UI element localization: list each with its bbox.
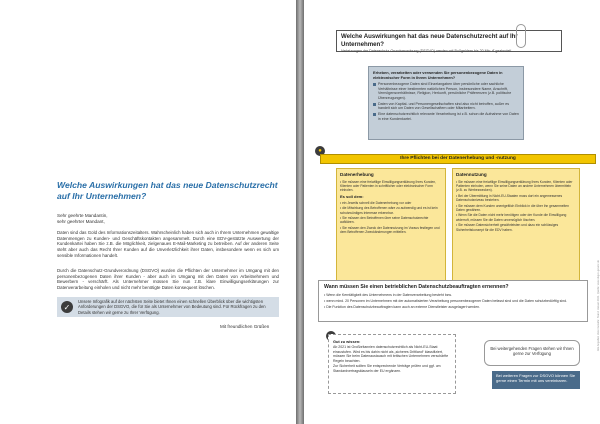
question-item: Eine datenschutzrechtlich relevante Verarbeitung ist z.B. schon die Aufnahme von Daten in eine Kundenkartei.: [373, 112, 519, 121]
infographic-subtitle: Verletzungen der Datenschutz-Grundverordnung (DSGVO) werden mit Bußgeldern bis 20 Mio. € geahndet!: [341, 49, 512, 53]
salutation-line-2: sehr geehrter Mandant,: [57, 219, 105, 224]
panel-subheading: Es soll dem:: [340, 194, 364, 200]
signature: Mit freundlichen Grüßen: [220, 324, 270, 329]
infographic-note: [57, 297, 279, 317]
panel-text: • ein Jeweils schnell die Datenerhebung vor oder: [340, 200, 412, 205]
paperclip-icon: [516, 24, 526, 48]
faq-bubble: Bei weitergehenden Fragen stehen wir Ihnen gerne zur Verfügung: [484, 340, 580, 366]
salutation-line-1: Sehr geehrte Mandantin,: [57, 213, 108, 218]
dpo-text: • Die Funktion des Datenschutzbeauftragten kann auch an externe Dienstleister ausgelagert werden.: [324, 304, 481, 309]
square-bullet-icon: [373, 113, 376, 116]
source-note: Alle Angaben ohne Gewähr. Stand: Januar 2021. Quelle: www.dsgvo-gesetz.de: [597, 260, 600, 352]
book-spine: [296, 0, 304, 424]
panel-title: Datenerhebung: [340, 172, 374, 177]
page-title: Welche Auswirkungen hat das neue Datenschutzrecht auf Ihr Unternehmen?: [57, 180, 278, 201]
panel-text: • Wenn Sie die Daten nicht mehr benötigen oder der Kunde die Einwilligung widerruft, müssen Sie die Daten unverzüglich löschen.: [456, 213, 567, 222]
panel-text: • Sie müssen dem Kunden unentgeltlich Einblick in die über ihn gesammelten Daten gewähren.: [456, 203, 569, 212]
panel-text: • Sie müssen den Betroffenen über seine Datenschutzrechte aufklären.: [340, 216, 429, 225]
question-item: Daten von Kapital- und Personengesellschaften sind also nicht betroffen, außer es handelt sich um Daten von Gesellschaftern oder Mitarbeitern.: [373, 102, 519, 111]
dpo-text: • wenn mind. 20 Personen im Unternehmen mit der automatisierten Verarbeitung personenbezogener Daten befasst sind und die Daten schutzbedürftig sind.: [324, 298, 568, 303]
left-page: [0, 0, 296, 424]
contact-box: Bei weiteren Fragen zur DSGVO können Sie gerne einen Termin mit uns vereinbaren.: [492, 371, 580, 389]
panel-text: • Sie müssen den Zweck der Datennutzung im Voraus festlegen und dem Betroffenen Zweckänderungen mitteilen.: [340, 226, 440, 235]
square-bullet-icon: [373, 103, 376, 106]
dsgvo-paragraph: Durch die Datenschutz-Grundverordnung (DSGVO) wurden die Pflichten der Unternehmer im Umgang mit den personenbezogenen Daten ihrer Kunden - aber auch im Umgang mit den Daten von Arbeitnehmern und Bewerbern - verschärft. Als Unternehmer müssen Sie nun z.B. klare Einwilligungserklärungen zur Datenverarbeitung einholen und nicht mehr benötigte Daten konsequent löschen.: [57, 268, 279, 291]
panel-text: • die Mitwirkung des Betroffenen wäre zu aufwendig und es ist kein schutzwürdiges Interesse erkennbar.: [340, 206, 438, 215]
intro-paragraph: Daten sind das Gold des Informationszeitalters. Wahrscheinlich haben sich auch in Ihrem Unternehmen gewaltige Datenmengen zu Kunden- und Geschäftskontakten angesammelt. Durch eine EDV-gestützte Auswertung der Kundenkartei haben Sie z.B. die Möglichkeit, zielgenaues E-Mail-Marketing zu betreiben. Auf der anderen Seite steht aber auch das Recht Ihrer Kunden auf die Unverletzlichkeit ihrer Daten, insbesondere wenn es sich um sensible Informationen handelt.: [57, 230, 279, 258]
duties-banner: Ihre Pflichten bei der Datenerhebung und -nutzung: [320, 154, 596, 164]
panel-title: Datennutzung: [456, 172, 487, 177]
salutation: [57, 213, 108, 225]
tip-text: Ab 2021 ist Großbritannien datenschutzrechtlich als Nicht-EU-Staat einzustufen. Wird es bis dahin nicht als „sicheres Drittland“ klassifiziert, müssen Sie beim Datenaustausch mit britischen Unternehmen verschärfte Regeln beachten.: [333, 345, 449, 363]
panel-text: • Bei der Übermittlung in Nicht-EU-Staaten muss dort ein angemessenes Datenschutzniveau bestehen.: [456, 193, 563, 202]
check-icon: ✓: [61, 301, 73, 313]
tip-title: Gut zu wissen:: [333, 339, 361, 344]
lightbulb-icon: ●: [315, 146, 325, 156]
question-heading: Erheben, verarbeiten oder verwenden Sie personenbezogene Daten in elektronischer Form in Ihrem Unternehmen?: [373, 70, 503, 80]
panel-text: • Sie müssen eine freiwillige Einwilligungserklärung Ihres Kunden, Klienten oder Patienten einholen, wenn Sie seine Daten an andere Unternehmen übermitteln (z.B. zu Werbezwecken).: [456, 179, 573, 192]
panel-text: • Sie müssen eine freiwillige Einwilligungserklärung Ihres Kunden, Klienten oder Patienten in schriftlicher oder elektronischer Form einholen.: [340, 179, 437, 192]
dpo-text: • Wenn die Kerntätigkeit des Unternehmens in der Datenverarbeitung besteht bzw.: [324, 292, 452, 297]
square-bullet-icon: [373, 83, 376, 86]
dpo-title: Wann müssen Sie einen betrieblichen Datenschutzbeauftragten ernennen?: [324, 284, 509, 290]
question-box: [368, 66, 524, 140]
infographic-title: Welche Auswirkungen hat das neue Datenschutzrecht auf Ihr Unternehmen?: [341, 33, 518, 48]
good-to-know-box: [328, 334, 456, 394]
question-item: Personenbezogene Daten sind Einzelangaben über persönliche oder sachliche Verhältnisse einer bestimmten natürlichen Person, insbesondere Name, Anschrift, Vermögensverhältnisse, Religion, Herkunft, persönliche Präferenzen (z.B. politische Überzeugungen).: [373, 82, 519, 100]
infographic-note-text: Unsere Infografik auf der nächsten Seite bietet Ihnen einen schnellen Überblick über die wichtigsten Anforderungen der DSGVO, die für Sie als Unternehmer von Bedeutung sind. Für Rückfragen zu den Details stehen wir gerne zu Ihrer Verfügung.: [78, 299, 266, 315]
data-protection-officer-box: [318, 280, 588, 322]
panel-text: • Sie müssen Datensicherheit gewährleisten und dazu ein schlüssiges Sicherheitskonzept für die EDV haben.: [456, 223, 559, 232]
tip-text: Zur Sicherheit sollten Sie entsprechende Verträge prüfen und ggf. um Standardvertragsklauseln der EU ergänzen.: [333, 364, 441, 373]
right-page: [304, 0, 600, 424]
infographic-header: [336, 30, 562, 52]
